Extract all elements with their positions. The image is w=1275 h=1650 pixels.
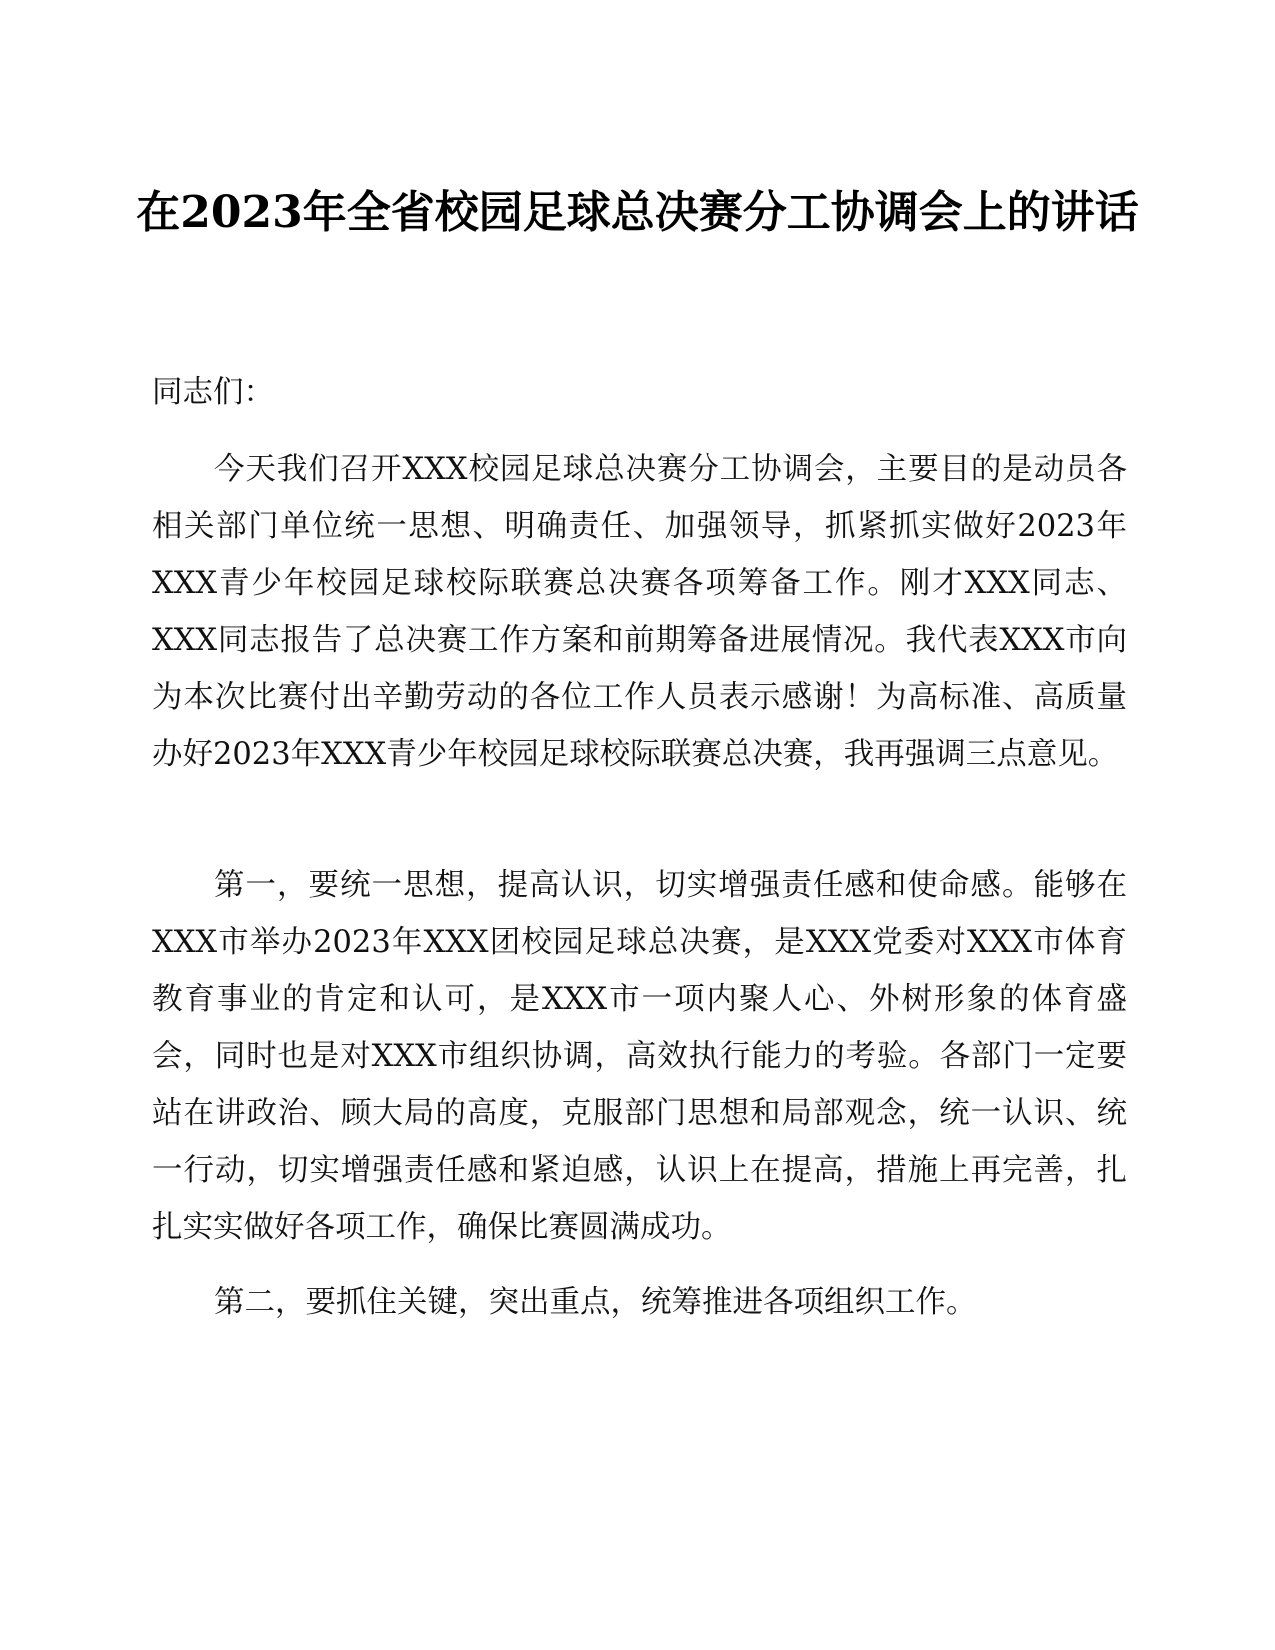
paragraph-point-two: 第二，要抓住关键，突出重点，统筹推进各项组织工作。 — [214, 1285, 977, 1320]
document-title: 在2023年全省校园足球总决赛分工协调会上的讲话 — [136, 187, 1139, 238]
paragraph-point-one: 第一，要统一思想，提高认识，切实增强责任感和使命感。能够在XXX市举办2023年XXX团校园足球总决赛，是XXX党委对XXX市体育教育事业的肯定和认可，是XXX市一项内聚人心、外树形象的体育盛会，同时也是对XXX市组织协调，高效执行能力的考验。各部门一定要站在讲政治、顾大局的高度，克服部门思想和局部观念，统一认识、统一行动，切实增强责任感和紧迫感，认识上在提高，措施上再完善，扎扎实实做好各项工作，确保比赛圆满成功。 — [152, 868, 1127, 1245]
paragraph-opening: 今天我们召开XXX校园足球总决赛分工协调会，主要目的是动员各相关部门单位统一思想、明确责任、加强领导，抓紧抓实做好2023年XXX青少年校园足球校际联赛总决赛各项筹备工作。刚才XXX同志、XXX同志报告了总决赛工作方案和前期筹备进展情况。我代表XXX市向为本次比赛付出辛勤劳动的各位工作人员表示感谢！为高标准、高质量办好2023年XXX青少年校园足球校际联赛总决赛，我再强调三点意见。 — [152, 452, 1127, 772]
salutation: 同志们： — [152, 375, 274, 410]
